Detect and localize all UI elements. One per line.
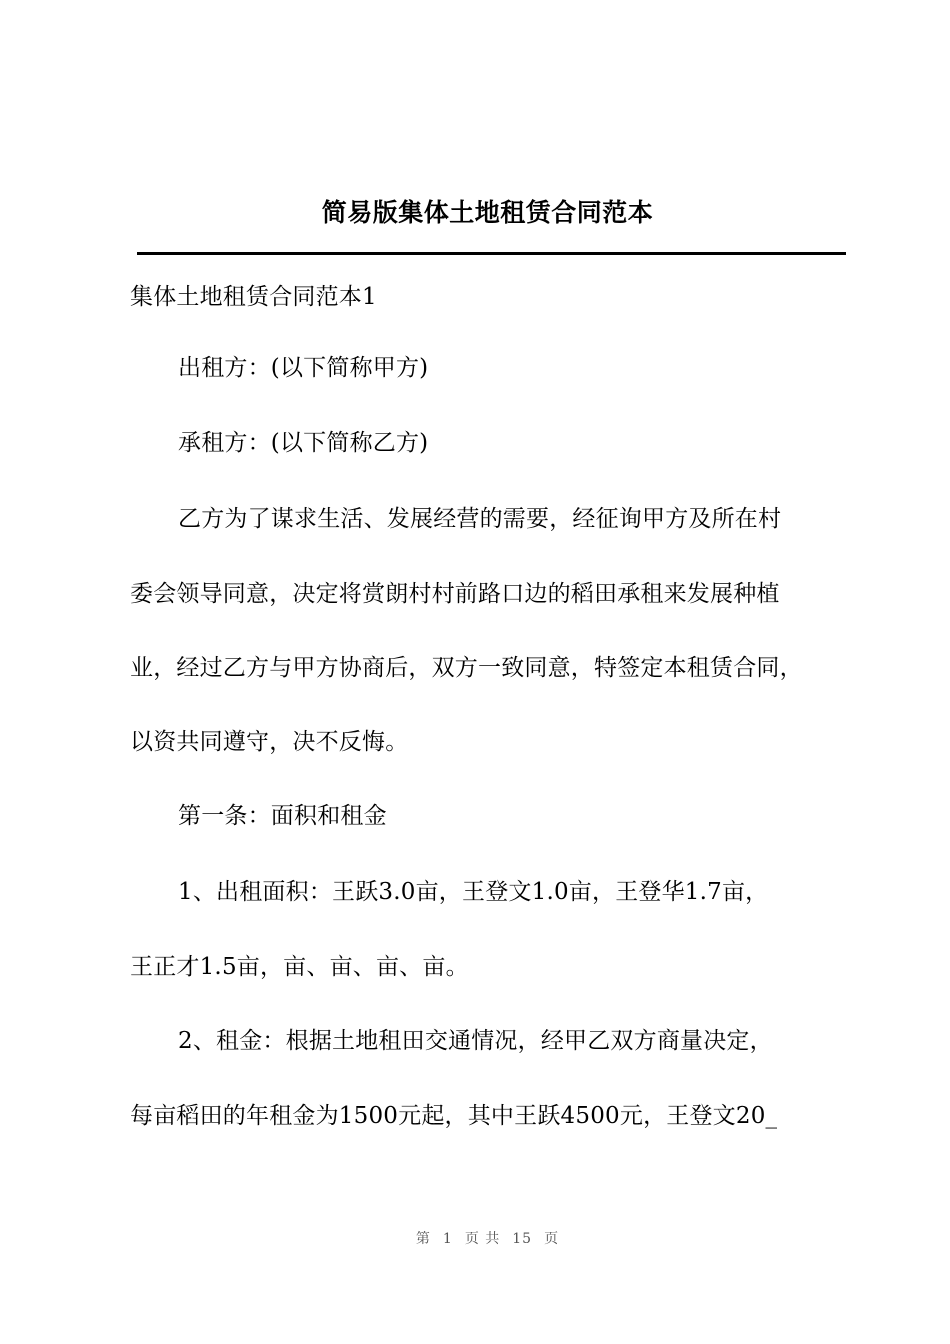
footer-total-pages: 15: [512, 1231, 533, 1247]
paragraph-line: 2、租金：根据土地租田交通情况，经甲乙双方商量决定，: [178, 1028, 773, 1054]
section-heading: 集体土地租赁合同范本1: [130, 284, 377, 310]
title-divider: [137, 252, 846, 255]
paragraph-line: 委会领导同意，决定将赏朗村村前路口边的稻田承租来发展种植: [130, 581, 780, 607]
page-footer: [0, 1228, 950, 1250]
footer-prefix: 第: [415, 1231, 431, 1247]
paragraph-line: 王正才1.5亩，亩、亩、亩、亩。: [130, 954, 469, 980]
lessee-line: 承租方：(以下简称乙方): [178, 430, 429, 456]
paragraph-line: 1、出租面积：王跃3.0亩，王登文1.0亩，王登华1.7亩，: [178, 879, 769, 905]
paragraph-line: 以资共同遵守，决不反悔。: [130, 729, 409, 755]
footer-middle: 页 共: [464, 1231, 501, 1247]
article-heading: 第一条：面积和租金: [178, 803, 387, 829]
paragraph-line: 每亩稻田的年租金为1500元起，其中王跃4500元，王登文20_: [130, 1103, 778, 1129]
footer-current-page: 1: [442, 1231, 453, 1247]
paragraph-line: 业，经过乙方与甲方协商后，双方一致同意，特签定本租赁合同，: [130, 655, 803, 681]
paragraph-line: 乙方为了谋求生活、发展经营的需要，经征询甲方及所在村: [178, 506, 782, 532]
lessor-line: 出租方：(以下简称甲方): [178, 355, 429, 381]
footer-suffix: 页: [544, 1231, 560, 1247]
document-title: 简易版集体土地租赁合同范本: [321, 198, 654, 227]
